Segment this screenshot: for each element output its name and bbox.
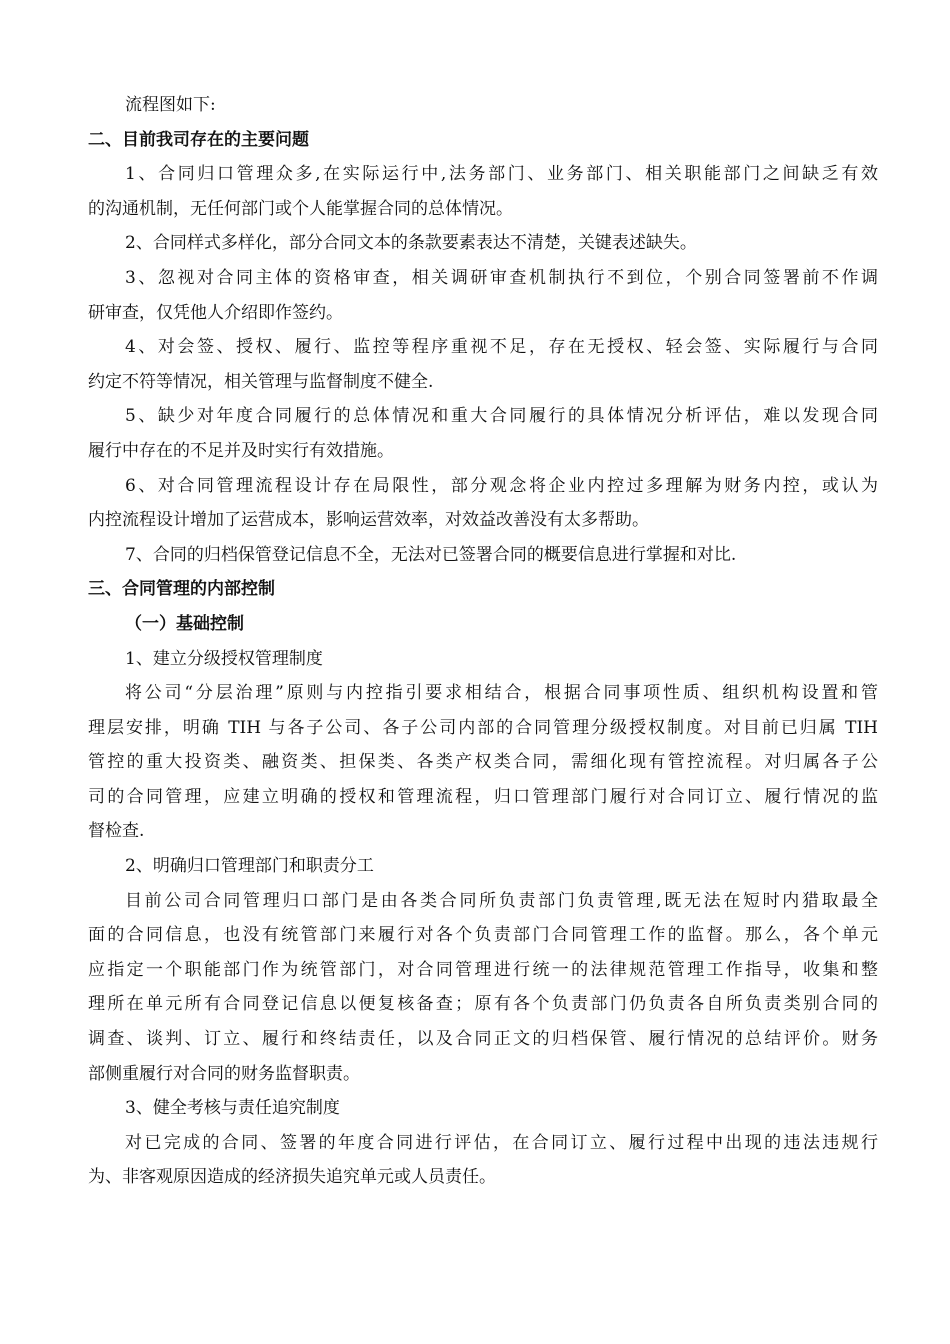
issue-4-line-2: 约定不符等情况，相关管理与监督制度不健全.: [88, 371, 434, 392]
issue-7-line-1: 7、合同的归档保管登记信息不全，无法对已签署合同的概要信息进行掌握和对比.: [125, 544, 737, 565]
item-2-line-4: 理所在单元所有合同登记信息以便复核备查；原有各个负责部门仍负责各自所负责类别合同的: [88, 994, 878, 1015]
item-3-title: 3、健全考核与责任追究制度: [125, 1098, 340, 1119]
item-3-line-1: 对已完成的合同、签署的年度合同进行评估，在合同订立、履行过程中出现的违法违规行: [125, 1132, 878, 1153]
item-1-line-4: 司的合同管理，应建立明确的授权和管理流程，归口管理部门履行对合同订立、履行情况的监: [88, 786, 878, 807]
item-2-line-1: 目前公司合同管理归口部门是由各类合同所负责部门负责管理,既无法在短时内猎取最全: [125, 890, 878, 911]
item-1-line-1: 将公司“分层治理”原则与内控指引要求相结合，根据合同事项性质、组织机构设置和管: [125, 683, 878, 704]
item-2-line-2: 面的合同信息，也没有统管部门来履行对各个负责部门合同管理工作的监督。那么，各个单元: [88, 925, 878, 946]
intro-line: 流程图如下:: [125, 95, 216, 115]
section-heading-3: 三、合同管理的内部控制: [88, 579, 275, 600]
issue-3-line-1: 3、忽视对合同主体的资格审查，相关调研审查机制执行不到位，个别合同签署前不作调: [125, 267, 878, 288]
issue-6-line-2: 内控流程设计增加了运营成本，影响运营效率，对效益改善没有太多帮助。: [88, 510, 649, 531]
issue-5-line-2: 履行中存在的不足并及时实行有效措施。: [88, 440, 394, 461]
item-3-line-2: 为、非客观原因造成的经济损失追究单元或人员责任。: [88, 1167, 496, 1188]
item-2-line-6: 部侧重履行对合同的财务监督职责。: [88, 1063, 360, 1084]
item-1-line-5: 督检查.: [88, 821, 145, 842]
item-2-line-5: 调查、谈判、订立、履行和终结责任，以及合同正文的归档保管、履行情况的总结评价。财务: [88, 1029, 878, 1050]
issue-2-line-1: 2、合同样式多样化，部分合同文本的条款要素表达不清楚，关键表述缺失。: [125, 233, 697, 254]
issue-1-line-2: 的沟通机制，无任何部门或个人能掌握合同的总体情况。: [88, 198, 513, 219]
document-page: [88, 88, 878, 1195]
issue-5-line-1: 5、缺少对年度合同履行的总体情况和重大合同履行的具体情况分析评估，难以发现合同: [125, 406, 878, 427]
subsection-heading-1: （一）基础控制: [125, 613, 244, 634]
issue-1-line-1: 1、合同归口管理众多,在实际运行中,法务部门、业务部门、相关职能部门之间缺乏有效: [125, 164, 878, 185]
issue-3-line-2: 研审查，仅凭他人介绍即作签约。: [88, 302, 343, 323]
item-1-line-3: 管控的重大投资类、融资类、担保类、各类产权类合同，需细化现有管控流程。对归属各子公: [88, 752, 878, 773]
section-heading-2: 二、目前我司存在的主要问题: [88, 129, 309, 150]
issue-4-line-1: 4、对会签、授权、履行、监控等程序重视不足，存在无授权、轻会签、实际履行与合同: [125, 337, 878, 358]
item-1-title: 1、建立分级授权管理制度: [125, 648, 323, 669]
item-1-line-2: 理层安排，明确 TIH 与各子公司、各子公司内部的合同管理分级授权制度。对目前已归属 TIH: [88, 717, 878, 738]
issue-6-line-1: 6、对合同管理流程设计存在局限性，部分观念将企业内控过多理解为财务内控，或认为: [125, 475, 878, 496]
item-2-title: 2、明确归口管理部门和职责分工: [125, 856, 374, 877]
item-2-line-3: 应指定一个职能部门作为统管部门，对合同管理进行统一的法律规范管理工作指导，收集和整: [88, 959, 878, 980]
